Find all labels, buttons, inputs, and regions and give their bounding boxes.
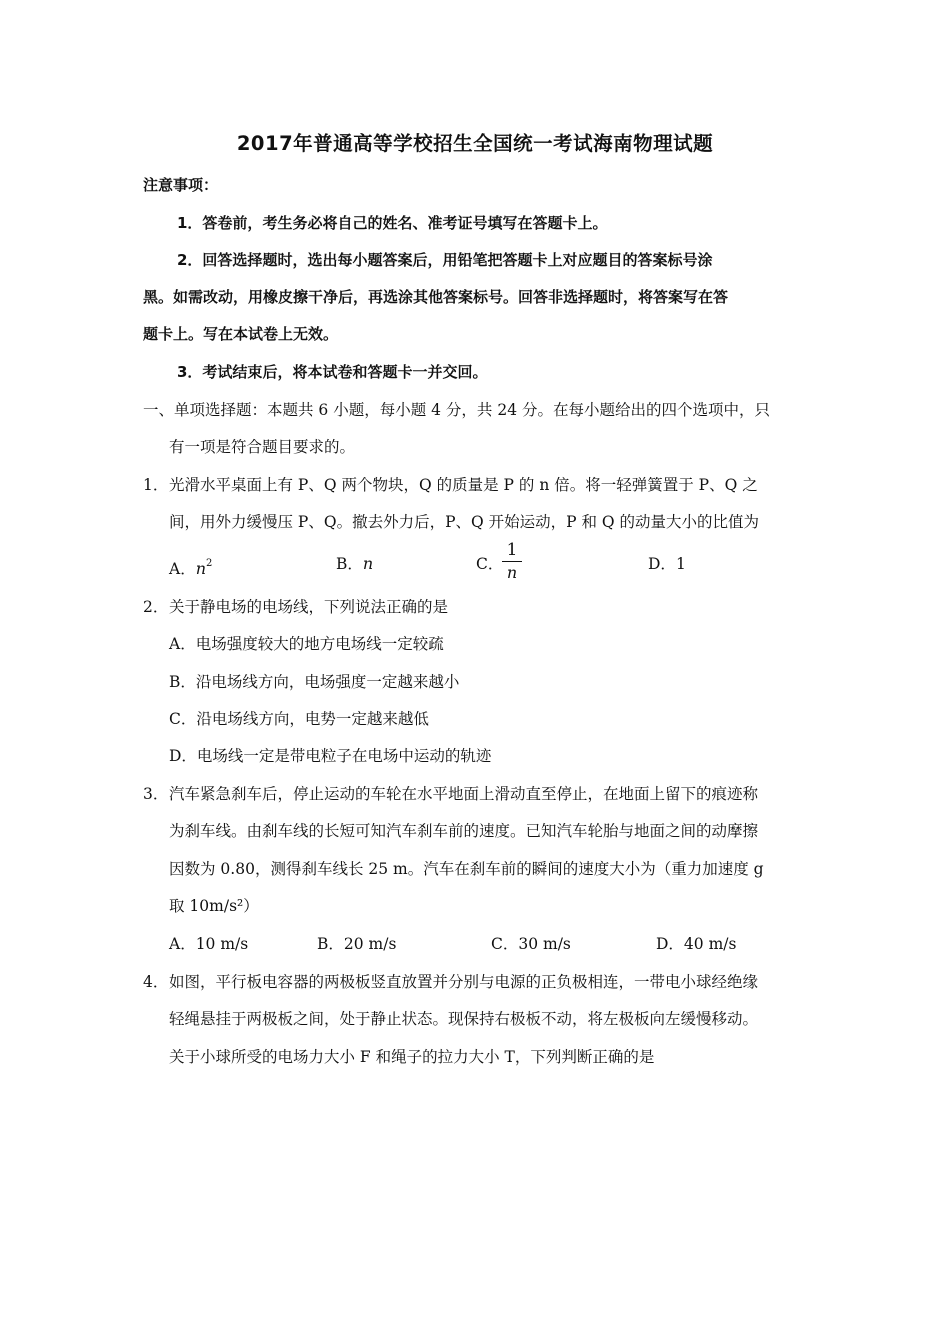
question-3-option-c: C．30 m/s — [491, 935, 571, 953]
question-1-option-a — [169, 553, 212, 580]
question-3-line-1: 汽车紧急刹车后，停止运动的车轮在水平地面上滑动直至停止，在地面上留下的痕迹称 — [169, 785, 759, 803]
question-1-line-1: 光滑水平桌面上有 P、Q 两个物块，Q 的质量是 P 的 n 倍。将一轻弹簧置于 P、Q 之 — [169, 476, 758, 494]
question-1-option-b — [336, 553, 373, 575]
option-a-base: n — [195, 559, 207, 578]
page-title: 2017年普通高等学校招生全国统一考试海南物理试题 — [236, 132, 714, 155]
question-4-line-1: 如图，平行板电容器的两极板竖直放置并分别与电源的正负极相连，一带电小球经绝缘 — [169, 973, 759, 991]
question-2-option-d: D．电场线一定是带电粒子在电场中运动的轨迹 — [169, 747, 492, 765]
question-4-line-3: 关于小球所受的电场力大小 F 和绳子的拉力大小 T，下列判断正确的是 — [169, 1048, 655, 1066]
notice-item-2-line-2: 黑。如需改动，用橡皮擦干净后，再选涂其他答案标号。回答非选择题时，将答案写在答 — [143, 288, 729, 306]
question-2-option-c: C．沿电场线方向，电势一定越来越低 — [169, 710, 429, 728]
question-1-option-c-label: C． — [476, 555, 504, 573]
question-3-option-d: D．40 m/s — [656, 935, 737, 953]
question-3-line-4: 取 10m/s²） — [169, 897, 259, 915]
question-3-line-2: 为刹车线。由刹车线的长短可知汽车刹车前的速度。已知汽车轮胎与地面之间的动摩擦 — [169, 822, 759, 840]
question-1-option-d — [648, 553, 686, 575]
notice-item-2-line-1: 2．回答选择题时，选出每小题答案后，用铅笔把答题卡上对应题目的答案标号涂 — [177, 251, 713, 269]
fraction-bar — [502, 561, 522, 562]
question-2-line-1: 关于静电场的电场线，下列说法正确的是 — [169, 598, 449, 616]
section-1-heading-line-2: 有一项是符合题目要求的。 — [169, 438, 356, 456]
option-a-label: A． — [169, 560, 196, 578]
question-3-option-a: A．10 m/s — [169, 935, 249, 953]
question-4-number: 4． — [143, 973, 169, 991]
question-2-number: 2． — [143, 598, 169, 616]
question-4-line-2: 轻绳悬挂于两极板之间，处于静止状态。现保持右极板不动，将左极板向左缓慢移动。 — [169, 1010, 759, 1028]
notice-item-3: 3．考试结束后，将本试卷和答题卡一并交回。 — [177, 363, 488, 381]
option-d-value: 1 — [675, 555, 686, 573]
notice-heading: 注意事项： — [143, 176, 219, 194]
section-1-heading-line-1: 一、单项选择题：本题共 6 小题，每小题 4 分，共 24 分。在每小题给出的四个选项中，只 — [143, 401, 771, 419]
fraction-numerator: 1 — [506, 540, 518, 560]
option-a-exponent: 2 — [206, 558, 213, 569]
question-2-option-a: A．电场强度较大的地方电场线一定较疏 — [169, 635, 444, 653]
option-b-label: B． — [336, 555, 363, 573]
question-1-option-c-fraction — [502, 541, 522, 582]
option-d-label: D． — [648, 555, 676, 573]
notice-item-1: 1．答卷前，考生务必将自己的姓名、准考证号填写在答题卡上。 — [177, 214, 608, 232]
question-3-number: 3． — [143, 785, 169, 803]
notice-item-2-line-3: 题卡上。写在本试卷上无效。 — [143, 325, 339, 343]
question-3-option-b: B．20 m/s — [317, 935, 397, 953]
question-1-number: 1． — [143, 476, 169, 494]
question-2-option-b: B．沿电场线方向，电场强度一定越来越小 — [169, 673, 460, 691]
option-b-value: n — [362, 554, 374, 573]
question-3-line-3: 因数为 0.80，测得刹车线长 25 m。汽车在刹车前的瞬间的速度大小为（重力加速度 g — [169, 860, 764, 878]
fraction-denominator: n — [506, 563, 518, 582]
question-1-line-2: 间，用外力缓慢压 P、Q。撤去外力后，P、Q 开始运动，P 和 Q 的动量大小的比值为 — [169, 513, 760, 531]
